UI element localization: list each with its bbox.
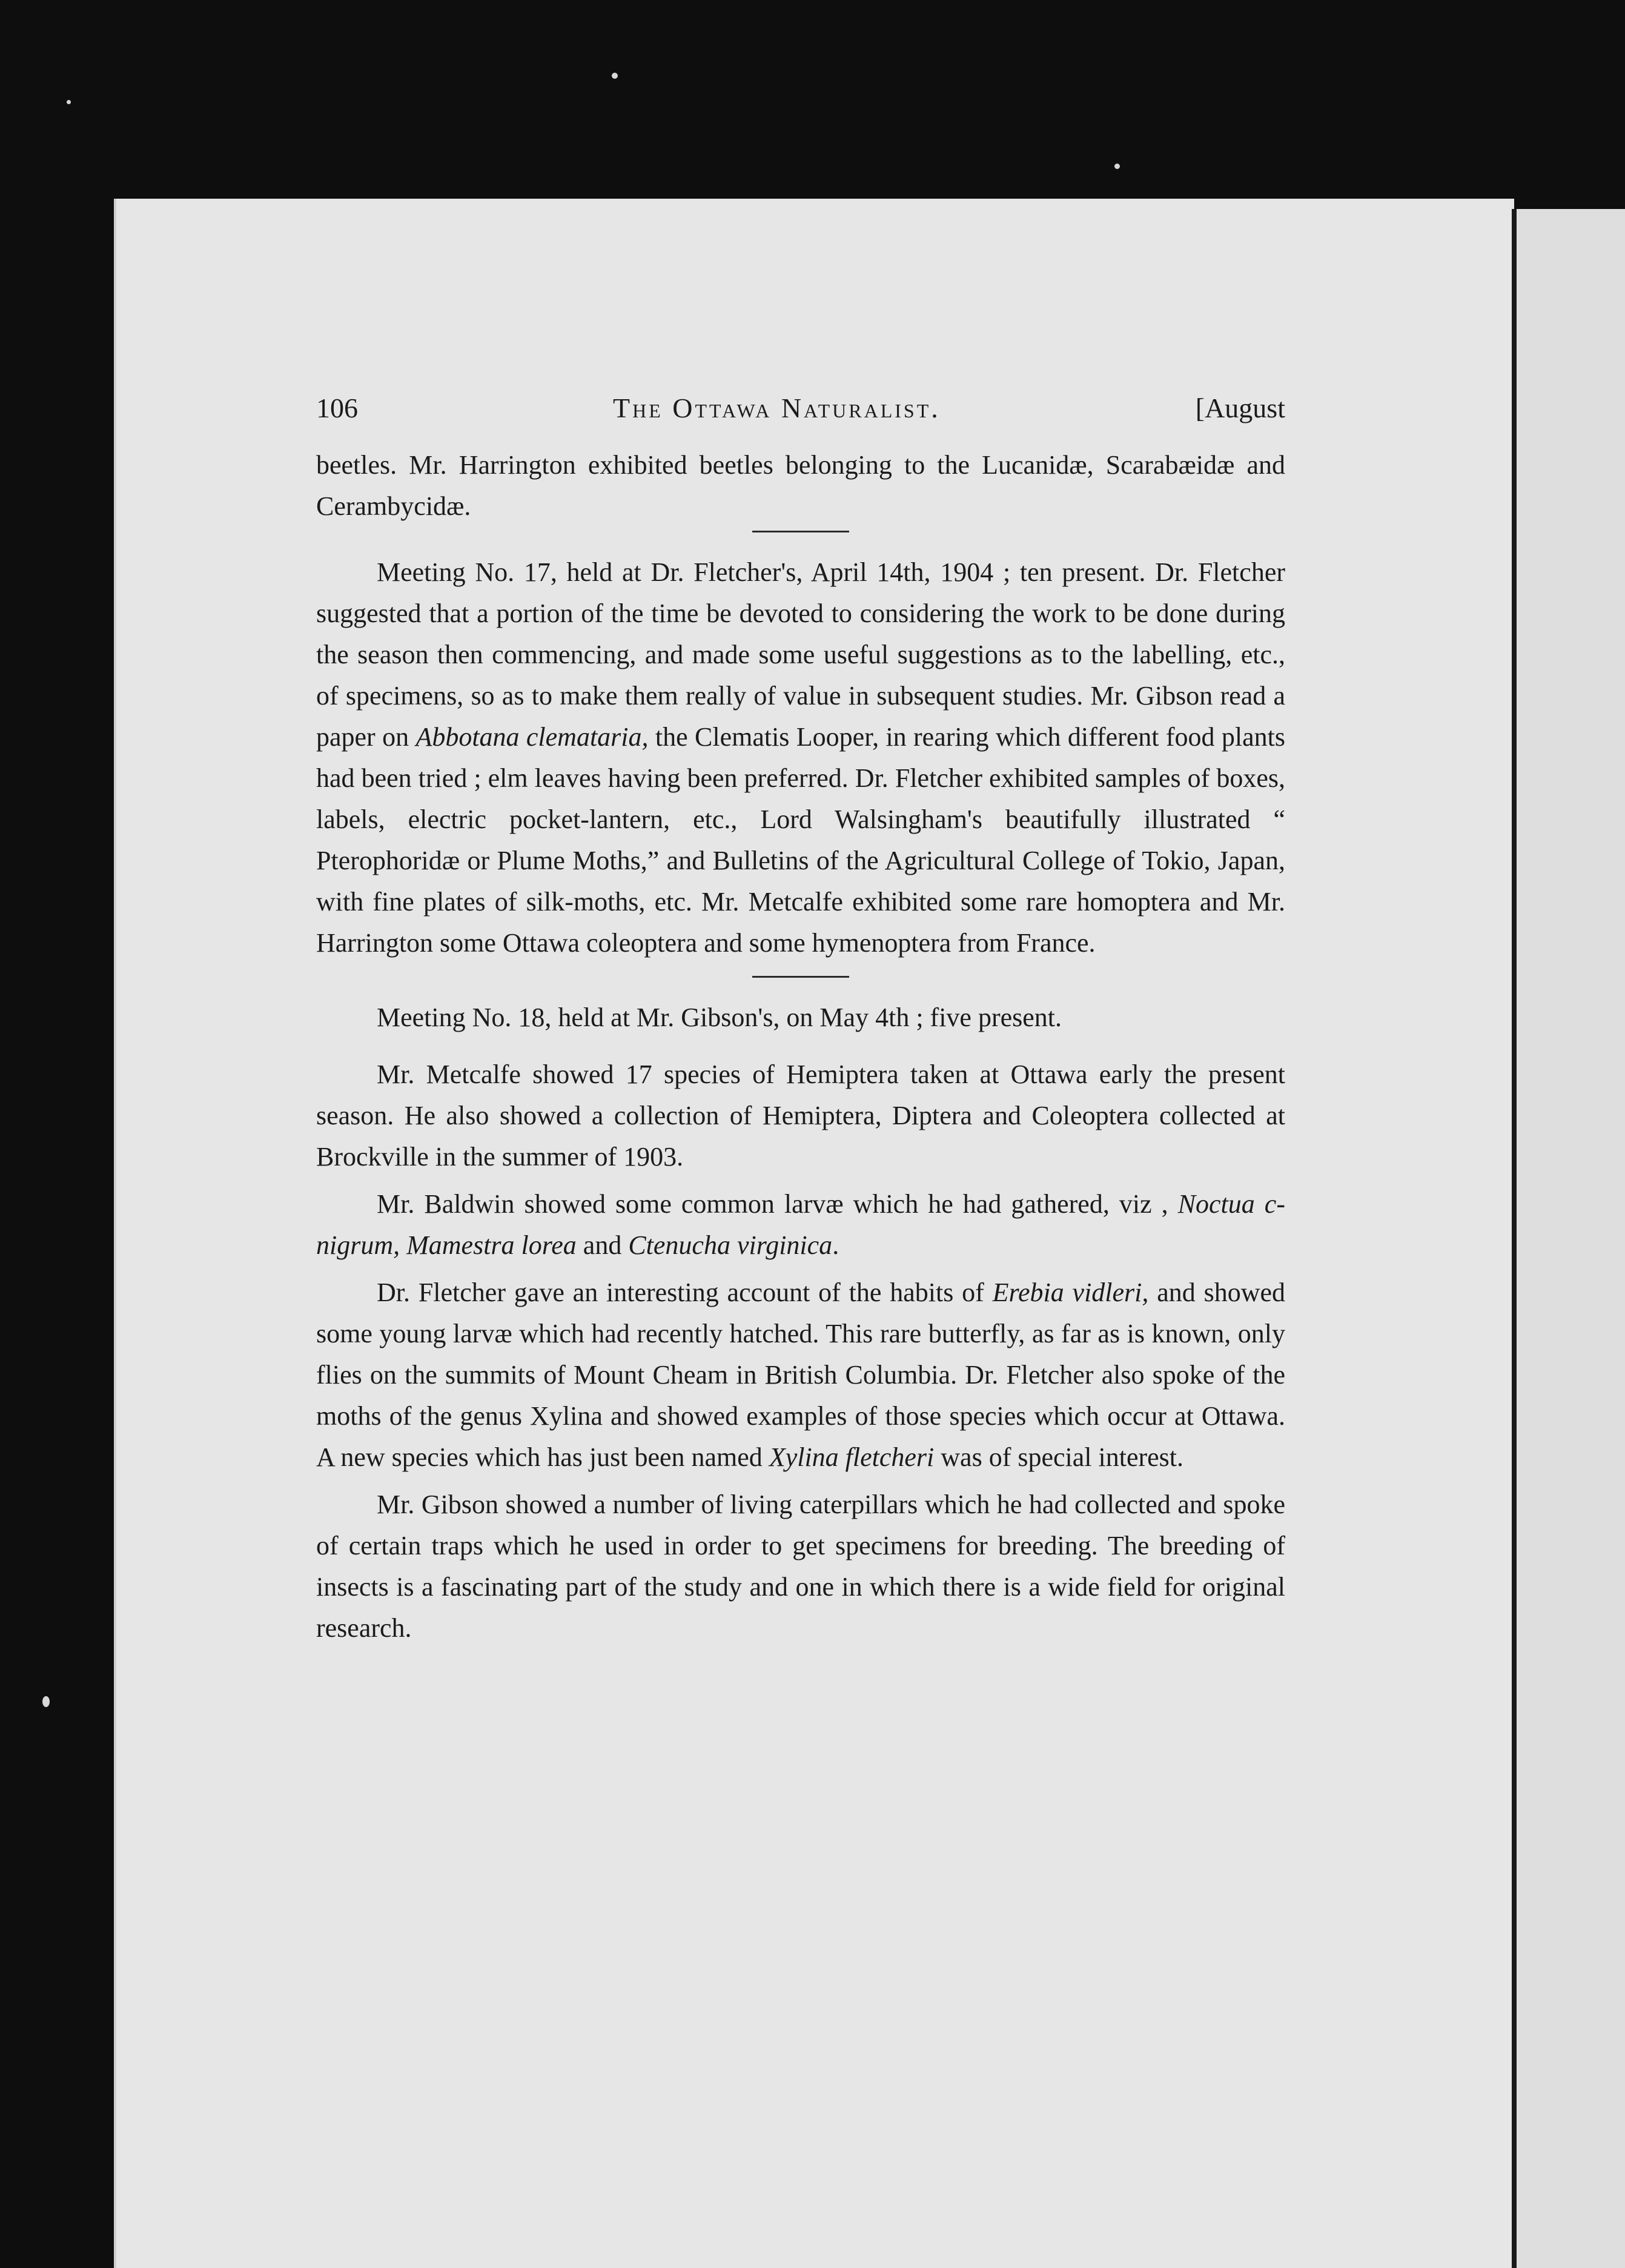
species-name: Ctenucha virginica <box>628 1230 833 1260</box>
section-rule <box>752 531 849 532</box>
paragraph-text: Mr. Gibson showed a number of living caterpillars which he had collected and spoke of certain traps which he used in order to get specimens for breeding. The breeding of insects is a fascinating part of the study and one in which there is a wide field for original research. <box>316 1490 1285 1643</box>
spacer <box>316 1178 1285 1184</box>
page-text <box>316 388 1285 1649</box>
page-number: 106 <box>316 393 358 423</box>
spacer <box>316 1478 1285 1484</box>
species-name: Abbotana clemataria, <box>415 722 649 752</box>
paragraph-text: Dr. Fletcher gave an interesting account of the habits of <box>377 1278 993 1307</box>
paragraph-text: and <box>576 1230 629 1260</box>
running-head <box>316 388 1285 429</box>
paragraph-meeting-17 <box>316 552 1285 964</box>
paragraph-text: Mr. Metcalfe showed 17 species of Hemiptera taken at Ottawa early the present season. He also showed a collection of Hemiptera, Diptera and Coleoptera collected at Brockville in the summer of 1903. <box>316 1059 1285 1172</box>
issue-month: [August <box>1195 393 1285 423</box>
scan-speck <box>67 100 71 104</box>
spacer <box>316 1266 1285 1272</box>
paragraph-text: the Clematis Looper, in rearing which different food plants had been tried ; elm leaves having been preferred. Dr. Fletcher exhibited samples of boxes, labels, electric pocket-lantern, etc., Lord Walsingham's beautifully illustrated “ Pterophoridæ or Plume Moths,” and Bulletins of the Agricultural College of Tokio, Japan, with fine plates of silk-moths, etc. Mr. Metcalfe exhibited some rare homoptera and Mr. Harrington some Ottawa coleoptera and some hymenoptera from France. <box>316 722 1285 958</box>
scan-speck <box>1114 164 1120 169</box>
species-name: Erebia vidleri, <box>992 1278 1149 1307</box>
scan-speck <box>42 1696 50 1707</box>
species-name: Mamestra lorea <box>406 1230 577 1260</box>
facing-page-edge <box>1517 209 1625 2268</box>
paragraph-fletcher <box>316 1272 1285 1478</box>
paragraph-beetles <box>316 445 1285 527</box>
species-name: Noctua c-nigrum, <box>316 1189 1285 1260</box>
paragraph-text: beetles. Mr. Harrington exhibited beetles belonging to the Lucanidæ, Scarabæidæ and Cerambycidæ. <box>316 450 1285 521</box>
paragraph-meeting-18 <box>316 997 1285 1038</box>
paragraph-text: Meeting No. 17, held at Dr. Fletcher's, April 14th, 1904 ; ten present. Dr. Fletcher suggested that a portion of the time be devoted to considering the work to be done during the season then commencing, and made some useful suggestions as to the labelling, etc., of specimens, so as to make them really of value in subsequent studies. Mr. Gibson read a paper on <box>316 557 1285 752</box>
paragraph-metcalfe <box>316 1054 1285 1178</box>
paragraph-text: Mr. Baldwin showed some common larvæ which he had gathered, viz , <box>377 1189 1178 1219</box>
species-name: Xylina fletcheri <box>769 1442 935 1472</box>
journal-title: The Ottawa Naturalist. <box>613 393 941 423</box>
paragraph-text: . <box>832 1230 839 1260</box>
paragraph-text: Meeting No. 18, held at Mr. Gibson's, on May 4th ; five present. <box>377 1003 1062 1032</box>
page-gutter <box>1512 209 1517 2268</box>
paragraph-text: was of special interest. <box>934 1442 1184 1472</box>
scan-speck <box>612 73 618 79</box>
section-rule <box>752 976 849 978</box>
spacer <box>316 1038 1285 1054</box>
paragraph-baldwin <box>316 1184 1285 1266</box>
paragraph-gibson <box>316 1484 1285 1649</box>
paragraph-text: and showed some young larvæ which had recently hatched. This rare butterfly, as far as is known, only flies on the summits of Mount Cheam in British Columbia. Dr. Fletcher also spoke of the moths of the genus Xylina and showed examples of those species which occur at Ottawa. A new species which has just been named <box>316 1278 1285 1472</box>
